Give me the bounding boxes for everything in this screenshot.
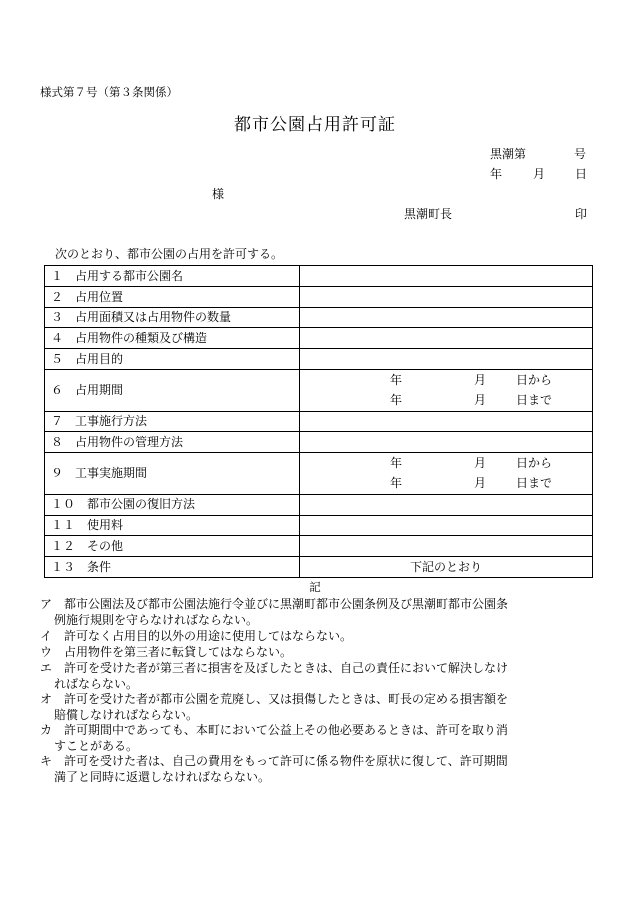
row-label: ７ 工事施行方法 <box>45 411 300 432</box>
note-line-continued: 例施行規則を守らなければならない。 <box>54 613 259 627</box>
other-field[interactable] <box>300 536 593 557</box>
location-field[interactable] <box>300 286 593 307</box>
table-row <box>45 536 593 557</box>
area-quantity-field[interactable] <box>300 307 593 328</box>
issuer-seal-mark: 印 <box>575 207 588 221</box>
date-year-label: 年 <box>490 167 503 181</box>
issuer-title: 黒潮町長 <box>404 207 453 221</box>
table-row <box>45 286 593 307</box>
date-month-label: 月 <box>533 167 546 181</box>
month-label: 月 <box>474 393 487 408</box>
note-line: ア 都市公園法及び都市公園法施行令並びに黒潮町都市公園条例及び黒潮町都市公園条 <box>40 597 509 611</box>
row-label: １３ 条件 <box>45 557 300 578</box>
note-item <box>40 691 590 723</box>
page-title: 都市公園占用許可証 <box>234 115 396 135</box>
row-label: ９ 工事実施期間 <box>45 453 300 495</box>
conditions-value: 下記のとおり <box>300 557 593 578</box>
note-item <box>40 644 590 660</box>
occupancy-period-field[interactable] <box>300 369 593 411</box>
row-label: １１ 使用料 <box>45 515 300 536</box>
document-number-suffix: 号 <box>574 147 587 161</box>
table-row <box>45 494 593 515</box>
period-from-line <box>300 453 592 473</box>
note-item <box>40 753 590 785</box>
table-row <box>45 266 593 287</box>
usage-fee-field[interactable] <box>300 515 593 536</box>
note-line: エ 許可を受けた者が第三者に損害を及ぼしたときは、自己の責任において解決しなけ <box>40 661 509 675</box>
note-line: イ 許可なく占用目的以外の用途に使用してはならない。 <box>40 629 353 643</box>
row-label: ８ 占用物件の管理方法 <box>45 432 300 453</box>
notes-heading: 記 <box>309 580 321 594</box>
row-label: １２ その他 <box>45 536 300 557</box>
restoration-method-field[interactable] <box>300 494 593 515</box>
management-method-field[interactable] <box>300 432 593 453</box>
note-item <box>40 660 590 692</box>
period-to-line <box>300 473 592 493</box>
type-structure-field[interactable] <box>300 328 593 349</box>
note-line-continued: ればならない。 <box>54 677 139 691</box>
row-label: １０ 都市公園の復旧方法 <box>45 494 300 515</box>
note-line: カ 許可期間中であっても、本町において公益上その他必要あるときは、許可を取り消 <box>40 723 508 737</box>
table-row <box>45 432 593 453</box>
table-row <box>45 453 593 495</box>
document-number-prefix: 黒潮第 <box>490 147 527 161</box>
intro-text: 次のとおり、都市公園の占用を許可する。 <box>55 247 284 261</box>
month-label: 月 <box>474 373 487 388</box>
note-item <box>40 722 590 754</box>
recipient-honorific: 様 <box>212 187 225 201</box>
table-row <box>45 411 593 432</box>
row-label: ３ 占用面積又は占用物件の数量 <box>45 307 300 328</box>
note-line-continued: 賠償しなければならない。 <box>54 708 199 722</box>
day-from-label: 日から <box>516 373 553 388</box>
table-row <box>45 557 593 578</box>
row-label: ５ 占用目的 <box>45 349 300 370</box>
row-label: １ 占用する都市公園名 <box>45 266 300 287</box>
year-label: 年 <box>390 393 403 408</box>
day-to-label: 日まで <box>516 393 553 408</box>
table-row <box>45 369 593 411</box>
construction-period-field[interactable] <box>300 453 593 495</box>
table-row <box>45 349 593 370</box>
purpose-field[interactable] <box>300 349 593 370</box>
month-label: 月 <box>474 476 487 491</box>
row-label: ４ 占用物件の種類及び構造 <box>45 328 300 349</box>
row-label: ２ 占用位置 <box>45 286 300 307</box>
note-line: ウ 占用物件を第三者に転貸してはならない。 <box>40 645 293 659</box>
park-name-field[interactable] <box>300 266 593 287</box>
row-label: ６ 占用期間 <box>45 369 300 411</box>
year-label: 年 <box>390 476 403 491</box>
period-to-line <box>300 390 592 410</box>
year-label: 年 <box>390 456 403 471</box>
day-from-label: 日から <box>516 456 553 471</box>
note-line: キ 許可を受けた者は、自己の費用をもって許可に係る物件を原状に復して、許可期間 <box>40 754 508 768</box>
day-to-label: 日まで <box>516 476 553 491</box>
date-day-label: 日 <box>575 167 588 181</box>
note-item <box>40 628 590 644</box>
note-line-continued: すことがある。 <box>54 739 139 753</box>
note-line-continued: 満了と同時に返還しなければならない。 <box>54 770 271 784</box>
month-label: 月 <box>474 456 487 471</box>
construction-method-field[interactable] <box>300 411 593 432</box>
table-row <box>45 515 593 536</box>
note-line: オ 許可を受けた者が都市公園を荒廃し、又は損傷したときは、町長の定める損害額を <box>40 692 509 706</box>
permit-table <box>44 265 593 578</box>
year-label: 年 <box>390 373 403 388</box>
table-row <box>45 307 593 328</box>
form-number: 様式第７号（第３条関係） <box>40 85 178 99</box>
note-item <box>40 596 590 628</box>
table-row <box>45 328 593 349</box>
period-from-line <box>300 370 592 390</box>
